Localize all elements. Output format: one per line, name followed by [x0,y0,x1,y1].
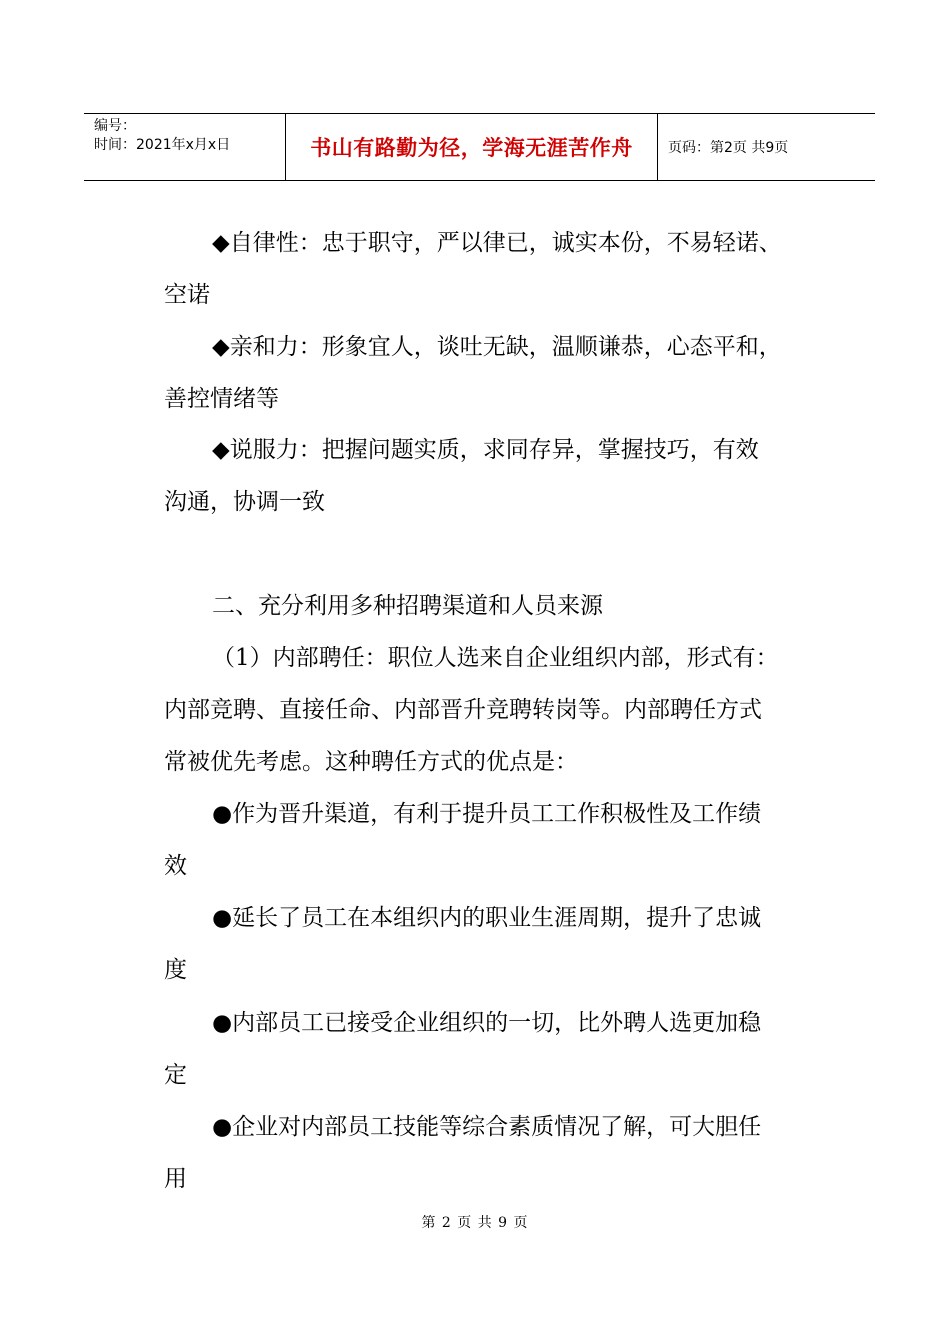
trait-line: 善控情绪等 [164,386,279,412]
page-footer: 第 2 页 共 9 页 [421,1215,529,1231]
header-motto: 书山有路勤为径，学海无涯苦作舟 [310,136,633,160]
advantage-item [164,997,824,1101]
page-header [84,113,875,181]
trait-paragraph [164,424,824,528]
advantage-line: 度 [164,957,187,983]
trait-paragraph [164,217,824,321]
trait-line: ◆自律性：忠于职守，严以律已，诚实本份，不易轻诺、 [212,230,782,256]
section-title: 二、充分利用多种招聘渠道和人员来源 [212,593,603,619]
section-heading [164,580,824,632]
trait-line: ◆亲和力：形象宜人，谈吐无缺，温顺谦恭，心态平和， [212,334,782,360]
advantage-line: ●作为晋升渠道，有利于提升员工工作积极性及工作绩 [212,801,762,827]
paragraph-line: （1）内部聘任：职位人选来自企业组织内部，形式有： [212,645,779,671]
advantage-line: ●内部员工已接受企业组织的一切，比外聘人选更加稳 [212,1010,762,1036]
paragraph-line: 常被优先考虑。这种聘任方式的优点是： [164,749,578,775]
header-page-cell [658,114,875,180]
trait-line: ◆说服力：把握问题实质，求同存异，掌握技巧，有效 [212,437,759,463]
header-page-label: 页码：第2页 共9页 [668,140,789,156]
advantage-line: ●企业对内部员工技能等综合素质情况了解，可大胆任 [212,1114,762,1140]
header-motto-cell [286,114,658,180]
trait-line: 沟通，协调一致 [164,489,325,515]
advantage-item [164,1101,824,1205]
header-number-label: 编号： [94,118,136,134]
advantage-line: 定 [164,1062,187,1088]
paragraph-line: 内部竞聘、直接任命、内部晋升竞聘转岗等。内部聘任方式 [164,697,762,723]
header-time-label: 时间：2021年x月x日 [94,137,231,153]
advantage-line: 效 [164,853,187,879]
header-meta [84,114,286,180]
trait-line: 空诺 [164,282,210,308]
advantage-item [164,788,824,892]
advantage-line: ●延长了员工在本组织内的职业生涯周期，提升了忠诚 [212,905,762,931]
advantage-item [164,892,824,996]
trait-paragraph [164,321,824,425]
internal-recruitment-paragraph [164,632,824,788]
advantage-line: 用 [164,1166,187,1192]
